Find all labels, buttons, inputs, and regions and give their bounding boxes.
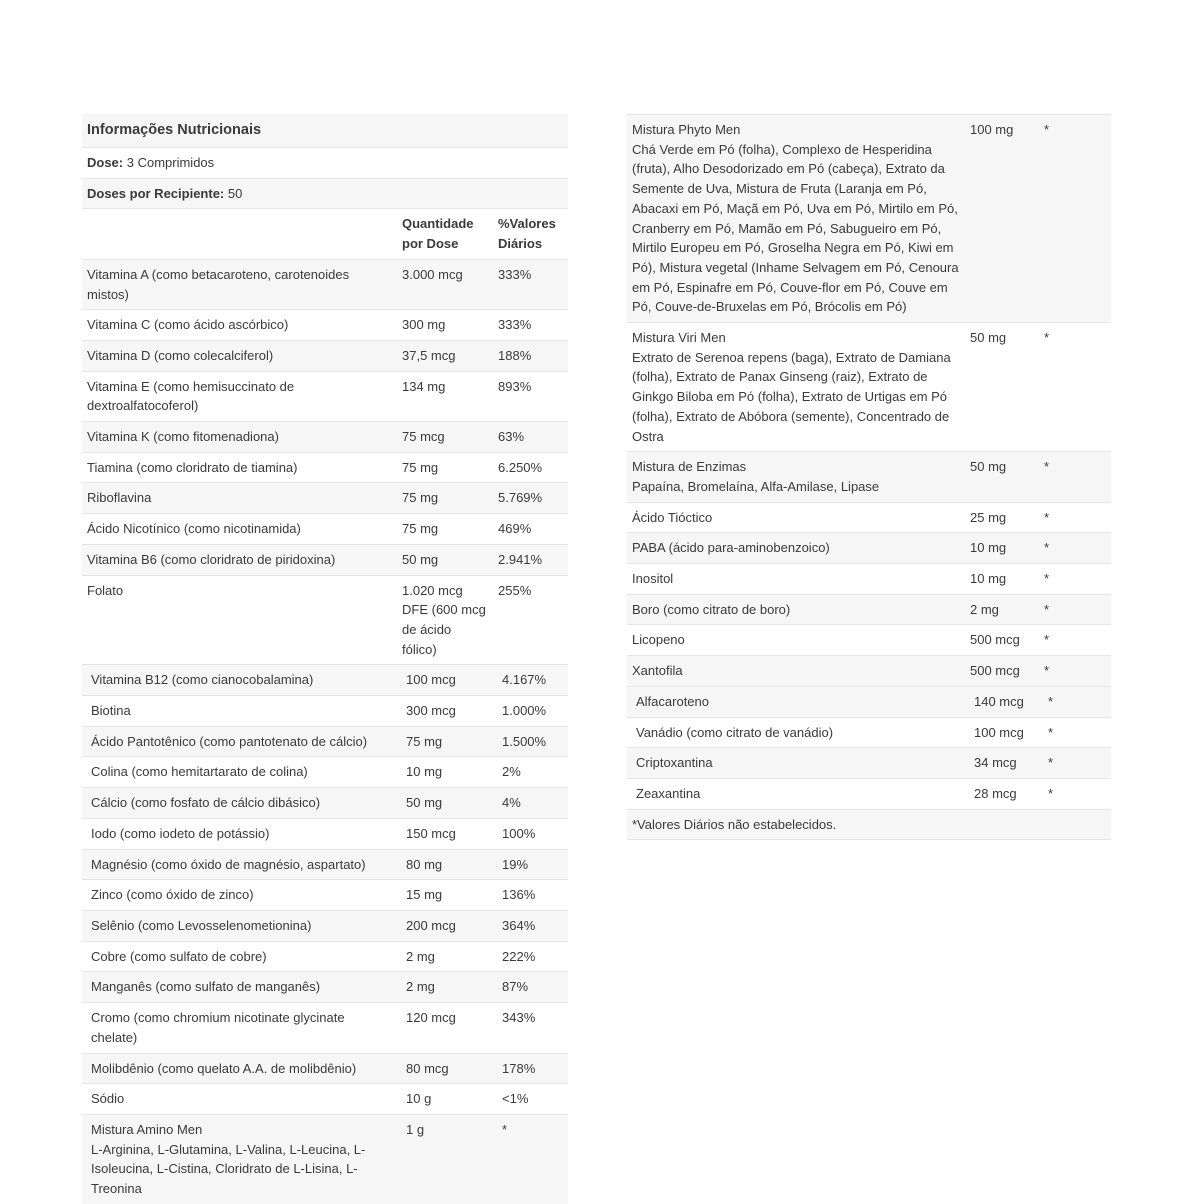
table-row bbox=[82, 1084, 568, 1115]
quantity-cell: 80 mcg bbox=[397, 1053, 493, 1084]
table-row bbox=[627, 564, 1111, 595]
nutrient-name: Colina (como hemitartarato de colina) bbox=[91, 764, 308, 780]
nutrient-name: Alfacaroteno bbox=[636, 693, 709, 709]
table-row bbox=[627, 533, 1111, 564]
table-row bbox=[82, 483, 568, 514]
quantity-cell: 100 mcg bbox=[965, 717, 1039, 748]
quantity-cell: 120 mcg bbox=[397, 1003, 493, 1053]
nutrient-name-cell bbox=[82, 575, 397, 664]
daily-value-cell: 4% bbox=[493, 788, 568, 819]
daily-value-cell: 63% bbox=[493, 422, 568, 453]
nutrient-name: Manganês (como sulfato de manganês) bbox=[91, 979, 321, 995]
quantity-cell: 100 mg bbox=[965, 115, 1039, 323]
nutrient-name-cell bbox=[627, 564, 965, 595]
nutrient-name: Boro (como citrato de boro) bbox=[632, 601, 791, 617]
nutrient-name: Cálcio (como fosfato de cálcio dibásico) bbox=[91, 795, 321, 811]
quantity-cell: 500 mcg bbox=[965, 656, 1039, 686]
quantity-cell: 50 mg bbox=[965, 323, 1039, 452]
daily-value-cell: 893% bbox=[493, 371, 568, 421]
nutrient-ingredients: L-Arginina, L-Glutamina, L-Valina, L-Leucina, L-Isoleucina, L-Cistina, Cloridrato de L-Lisina, L-Treonina bbox=[91, 1141, 366, 1197]
daily-value-cell: * bbox=[1039, 502, 1111, 533]
daily-value-cell: * bbox=[1039, 717, 1111, 748]
daily-value-cell: 255% bbox=[493, 575, 568, 664]
daily-value-cell: 333% bbox=[493, 310, 568, 341]
footnote: *Valores Diários não estabelecidos. bbox=[627, 809, 1111, 840]
nutrient-ingredients: Chá Verde em Pó (folha), Complexo de Hesperidina (fruta), Alho Desodorizado em Pó (cabeça), Extrato da Semente de Uva, Mistura de Fruta (Laranja em Pó, Abacaxi em Pó, Maçã em Pó, Uva em Pó, Mirtilo em Pó, Cranberry em Pó, Mamão em Pó, Sabugueiro em Pó, Mirtilo Europeu em Pó, Groselha Negra em Pó, Kiwi em Pó), Mistura vegetal (Inhame Selvagem em Pó, Cenoura em Pó, Espinafre em Pó, Couve-flor em Pó, Couve em Pó, Couve-de-Bruxelas em Pó, Brócolis em Pó) bbox=[632, 141, 959, 315]
table-row bbox=[82, 514, 568, 545]
quantity-cell: 300 mcg bbox=[397, 696, 493, 727]
quantity-cell: 50 mg bbox=[397, 788, 493, 819]
table-row bbox=[82, 371, 568, 421]
nutrient-name: Inositol bbox=[632, 571, 674, 587]
quantity-cell: 10 g bbox=[397, 1084, 493, 1115]
nutrient-name-cell bbox=[82, 514, 397, 545]
table-row bbox=[627, 717, 1111, 748]
quantity-cell: 37,5 mcg bbox=[397, 340, 493, 371]
nutrient-name: Ácido Tióctico bbox=[632, 509, 713, 525]
quantity-cell: 2 mg bbox=[965, 594, 1039, 625]
nutrient-name: Mistura Amino Men bbox=[91, 1121, 203, 1137]
quantity-cell: 500 mcg bbox=[965, 625, 1039, 656]
nutrient-name-cell bbox=[627, 323, 965, 452]
table-row bbox=[82, 941, 568, 972]
table-row bbox=[82, 259, 568, 309]
doses-per-container-row bbox=[82, 178, 568, 209]
daily-value-cell: 1.500% bbox=[493, 726, 568, 757]
nutrient-name: Cobre (como sulfato de cobre) bbox=[91, 948, 267, 964]
nutrient-name: Ácido Pantotênico (como pantotenato de cálcio) bbox=[91, 733, 368, 749]
quantity-cell: 75 mg bbox=[397, 483, 493, 514]
quantity-cell: 1 g bbox=[397, 1114, 493, 1203]
nutrient-name-cell bbox=[82, 259, 397, 309]
nutrient-name-cell bbox=[82, 818, 397, 849]
nutrient-name-cell bbox=[82, 1003, 397, 1053]
nutrient-name-cell bbox=[627, 686, 965, 717]
nutrient-name: Mistura Phyto Men bbox=[632, 122, 741, 137]
table-row bbox=[627, 452, 1111, 502]
table-row bbox=[82, 1053, 568, 1084]
dose-label: Dose: bbox=[87, 155, 124, 170]
nutrient-name-cell bbox=[627, 452, 965, 502]
nutrient-name-cell bbox=[82, 371, 397, 421]
quantity-cell: 134 mg bbox=[397, 371, 493, 421]
nutrient-name-cell bbox=[627, 594, 965, 625]
nutrient-name: Vitamina B6 (como cloridrato de piridoxina) bbox=[87, 551, 336, 567]
nutrient-name: Tiamina (como cloridrato de tiamina) bbox=[87, 459, 298, 475]
table-row bbox=[82, 1114, 568, 1203]
nutrient-name-cell bbox=[82, 788, 397, 819]
nutrient-name-cell bbox=[82, 452, 397, 483]
nutrient-name: Vitamina K (como fitomenadiona) bbox=[87, 429, 279, 445]
nutrient-name: Vitamina D (como colecalciferol) bbox=[87, 347, 274, 363]
table-row bbox=[82, 818, 568, 849]
daily-value-cell: * bbox=[1039, 656, 1111, 686]
nutrient-name: Mistura Viri Men bbox=[632, 330, 726, 346]
table-row bbox=[82, 665, 568, 696]
daily-value-cell: 2% bbox=[493, 757, 568, 788]
table-row bbox=[82, 849, 568, 880]
column-header-nutrient bbox=[82, 209, 397, 259]
doses-value: 50 bbox=[224, 185, 243, 201]
nutrient-name: Ácido Nicotínico (como nicotinamida) bbox=[87, 521, 301, 537]
nutrient-name-cell bbox=[627, 115, 965, 323]
nutrient-table-part-2 bbox=[82, 664, 568, 1203]
nutrient-name-cell bbox=[82, 340, 397, 371]
nutrient-name: Molibdênio (como quelato A.A. de molibdênio) bbox=[91, 1060, 357, 1076]
nutrient-name-cell bbox=[82, 941, 397, 972]
doses-label: Doses por Recipiente: bbox=[87, 185, 225, 201]
quantity-cell: 2 mg bbox=[397, 941, 493, 972]
daily-value-cell: 6.250% bbox=[493, 452, 568, 483]
table-row bbox=[627, 115, 1111, 323]
quantity-cell: 200 mcg bbox=[397, 910, 493, 941]
daily-value-cell: 19% bbox=[493, 849, 568, 880]
quantity-cell: 140 mcg bbox=[965, 686, 1039, 717]
nutrient-name-cell bbox=[82, 757, 397, 788]
nutrient-name: Vitamina A (como betacaroteno, carotenoides mistos) bbox=[87, 266, 350, 302]
quantity-cell: 75 mg bbox=[397, 452, 493, 483]
daily-value-cell: * bbox=[1039, 323, 1111, 452]
quantity-cell: 75 mcg bbox=[397, 422, 493, 453]
table-row bbox=[627, 778, 1111, 808]
nutrient-name: Zeaxantina bbox=[636, 785, 701, 801]
daily-value-cell: <1% bbox=[493, 1084, 568, 1115]
table-row bbox=[82, 788, 568, 819]
nutrient-name: Riboflavina bbox=[87, 490, 152, 506]
quantity-cell: 3.000 mcg bbox=[397, 259, 493, 309]
table-row bbox=[82, 544, 568, 575]
daily-value-cell: 2.941% bbox=[493, 544, 568, 575]
dose-value: 3 Comprimidos bbox=[123, 155, 215, 170]
nutrition-table-left bbox=[82, 114, 568, 1204]
quantity-cell: 10 mg bbox=[397, 757, 493, 788]
table-row bbox=[82, 575, 568, 664]
table-row bbox=[82, 310, 568, 341]
nutrient-name-cell bbox=[82, 726, 397, 757]
nutrient-name-cell bbox=[82, 483, 397, 514]
nutrient-name-cell bbox=[627, 502, 965, 533]
nutrient-name-cell bbox=[627, 656, 965, 686]
quantity-cell: 10 mg bbox=[965, 564, 1039, 595]
daily-value-cell: 87% bbox=[493, 972, 568, 1003]
daily-value-cell: 343% bbox=[493, 1003, 568, 1053]
nutrient-name: Sódio bbox=[91, 1091, 125, 1107]
daily-value-cell: * bbox=[1039, 594, 1111, 625]
quantity-cell: 10 mg bbox=[965, 533, 1039, 564]
daily-value-cell: * bbox=[1039, 564, 1111, 595]
quantity-cell: 75 mg bbox=[397, 514, 493, 545]
quantity-cell: 34 mcg bbox=[965, 748, 1039, 779]
daily-value-cell: 188% bbox=[493, 340, 568, 371]
table-row bbox=[82, 452, 568, 483]
table-row bbox=[82, 757, 568, 788]
table-row bbox=[82, 340, 568, 371]
quantity-cell: 28 mcg bbox=[965, 778, 1039, 808]
nutrient-name-cell bbox=[82, 1114, 397, 1203]
nutrient-ingredients: Extrato de Serenoa repens (baga), Extrato de Damiana (folha), Extrato de Panax Ginseng (raiz), Extrato de Ginkgo Biloba em Pó (folha), Extrato de Urtigas em Pó (folha), Extrato de Abóbora (semente), Concentrado de Ostra bbox=[632, 349, 951, 444]
daily-value-cell: 222% bbox=[493, 941, 568, 972]
table-row bbox=[627, 748, 1111, 779]
daily-value-cell: 100% bbox=[493, 818, 568, 849]
dose-row bbox=[82, 148, 568, 179]
table-row bbox=[82, 910, 568, 941]
table-row bbox=[627, 594, 1111, 625]
quantity-cell: 2 mg bbox=[397, 972, 493, 1003]
daily-value-cell: * bbox=[1039, 748, 1111, 779]
nutrient-name-cell bbox=[82, 422, 397, 453]
table-title: Informações Nutricionais bbox=[82, 114, 568, 148]
nutrient-name-cell bbox=[627, 748, 965, 779]
table-row bbox=[627, 686, 1111, 717]
nutrition-table-header bbox=[82, 114, 568, 259]
nutrient-name-cell bbox=[82, 310, 397, 341]
column-header-quantity: Quantidade por Dose bbox=[397, 209, 493, 259]
daily-value-cell: 333% bbox=[493, 259, 568, 309]
nutrient-name: Biotina bbox=[91, 703, 131, 719]
quantity-cell: 100 mcg bbox=[397, 665, 493, 696]
table-row bbox=[82, 972, 568, 1003]
quantity-cell: 150 mcg bbox=[397, 818, 493, 849]
quantity-cell: 50 mg bbox=[965, 452, 1039, 502]
nutrient-name-cell bbox=[82, 696, 397, 727]
quantity-cell: 80 mg bbox=[397, 849, 493, 880]
table-row bbox=[627, 656, 1111, 686]
quantity-cell: 50 mg bbox=[397, 544, 493, 575]
nutrient-name: Vanádio (como citrato de vanádio) bbox=[636, 724, 834, 740]
daily-value-cell: 4.167% bbox=[493, 665, 568, 696]
daily-value-cell: 178% bbox=[493, 1053, 568, 1084]
nutrient-name: Criptoxantina bbox=[636, 755, 713, 771]
nutrient-name-cell bbox=[627, 625, 965, 656]
nutrient-name-cell bbox=[627, 533, 965, 564]
quantity-cell: 25 mg bbox=[965, 502, 1039, 533]
daily-value-cell: 364% bbox=[493, 910, 568, 941]
quantity-cell: 75 mg bbox=[397, 726, 493, 757]
daily-value-cell: 5.769% bbox=[493, 483, 568, 514]
table-row bbox=[82, 696, 568, 727]
daily-value-cell: * bbox=[493, 1114, 568, 1203]
nutrient-name-cell bbox=[627, 778, 965, 808]
column-header-daily-value: %Valores Diários bbox=[493, 209, 568, 259]
table-row bbox=[82, 880, 568, 911]
table-row bbox=[627, 502, 1111, 533]
daily-value-cell: * bbox=[1039, 625, 1111, 656]
nutrient-name-cell bbox=[82, 544, 397, 575]
nutrient-ingredients: Papaína, Bromelaína, Alfa-Amilase, Lipase bbox=[632, 478, 880, 494]
table-row bbox=[82, 422, 568, 453]
daily-value-cell: * bbox=[1039, 533, 1111, 564]
nutrient-name: PABA (ácido para-aminobenzoico) bbox=[632, 540, 830, 556]
nutrient-name-cell bbox=[82, 1084, 397, 1115]
nutrient-name: Xantofila bbox=[632, 663, 683, 679]
daily-value-cell: * bbox=[1039, 686, 1111, 717]
table-row bbox=[627, 323, 1111, 452]
nutrient-name: Licopeno bbox=[632, 632, 685, 648]
nutrient-name: Vitamina B12 (como cianocobalamina) bbox=[91, 672, 314, 688]
nutrient-table-part-4 bbox=[627, 686, 1111, 809]
quantity-cell: 15 mg bbox=[397, 880, 493, 911]
nutrient-name: Folato bbox=[87, 582, 124, 598]
quantity-cell: 300 mg bbox=[397, 310, 493, 341]
nutrient-name: Iodo (como iodeto de potássio) bbox=[91, 825, 270, 841]
table-row bbox=[82, 726, 568, 757]
daily-value-cell: 1.000% bbox=[493, 696, 568, 727]
nutrient-table-part-3 bbox=[627, 114, 1111, 686]
nutrient-name-cell bbox=[82, 972, 397, 1003]
nutrient-name: Zinco (como óxido de zinco) bbox=[91, 887, 254, 903]
daily-value-cell: * bbox=[1039, 452, 1111, 502]
nutrient-name: Mistura de Enzimas bbox=[632, 459, 747, 475]
daily-value-cell: * bbox=[1039, 115, 1111, 323]
nutrient-name: Magnésio (como óxido de magnésio, aspartato) bbox=[91, 856, 366, 872]
nutrient-name-cell bbox=[82, 849, 397, 880]
nutrient-name-cell bbox=[82, 880, 397, 911]
daily-value-cell: 469% bbox=[493, 514, 568, 545]
quantity-cell: 1.020 mcg DFE (600 mcg de ácido fólico) bbox=[397, 575, 493, 664]
nutrient-name-cell bbox=[82, 910, 397, 941]
table-row bbox=[627, 625, 1111, 656]
daily-value-cell: 136% bbox=[493, 880, 568, 911]
nutrient-name: Cromo (como chromium nicotinate glycinate chelate) bbox=[91, 1010, 345, 1045]
nutrient-table-part-1 bbox=[82, 259, 568, 665]
nutrient-name: Vitamina E (como hemisuccinato de dextroalfatocoferol) bbox=[87, 378, 295, 414]
footnote-table bbox=[627, 809, 1111, 841]
nutrient-name-cell bbox=[82, 665, 397, 696]
nutrient-name-cell bbox=[627, 717, 965, 748]
daily-value-cell: * bbox=[1039, 778, 1111, 808]
nutrient-name: Vitamina C (como ácido ascórbico) bbox=[87, 317, 289, 333]
table-row bbox=[82, 1003, 568, 1053]
nutrient-name: Selênio (como Levosselenometionina) bbox=[91, 917, 312, 933]
nutrition-table-right bbox=[627, 114, 1111, 840]
nutrient-name-cell bbox=[82, 1053, 397, 1084]
